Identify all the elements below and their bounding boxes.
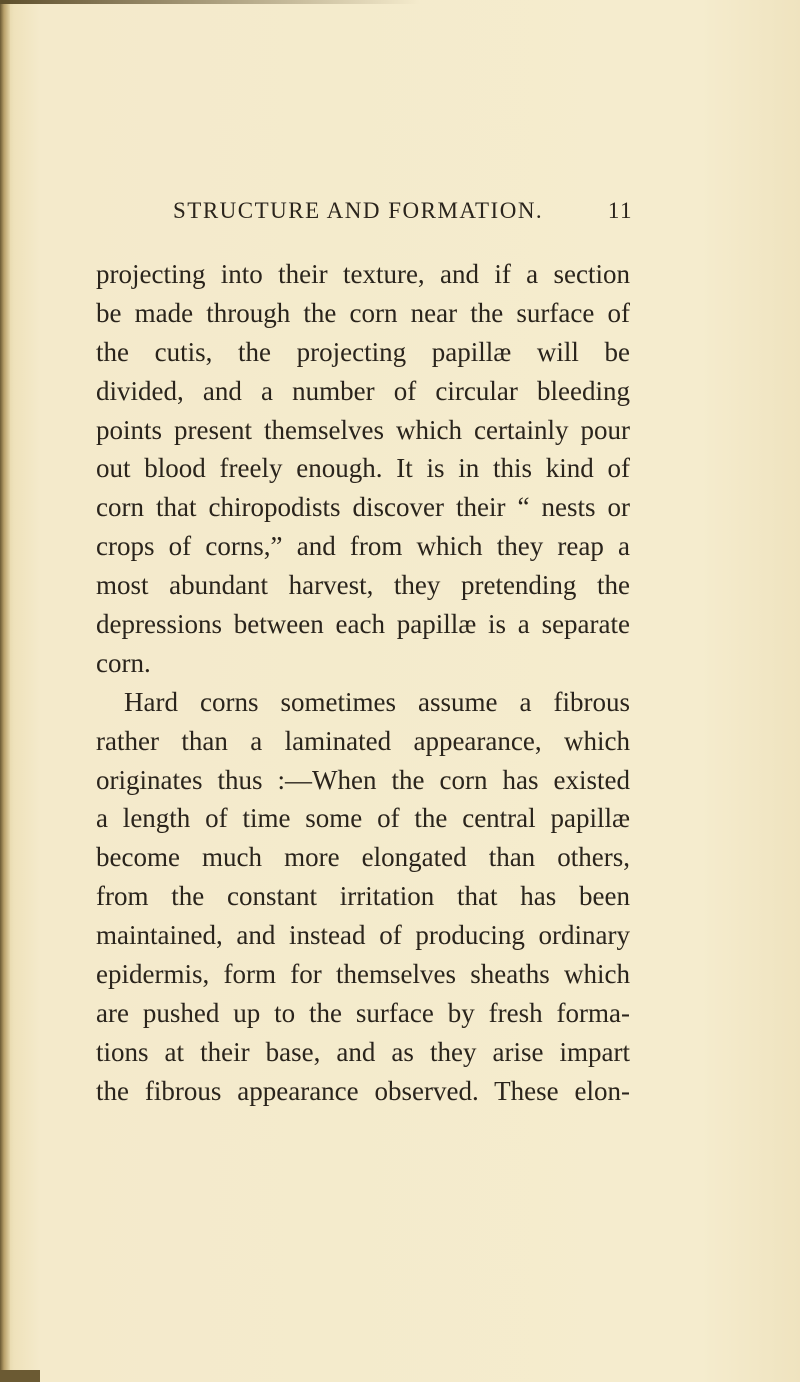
page-binding-edge [0, 0, 10, 1382]
text-line: be made through the corn near the surface of [96, 297, 630, 328]
text-line: originates thus :—When the corn has existed [96, 764, 630, 795]
text-line: corn. [96, 647, 151, 678]
text-line: out blood freely enough. It is in this kind of [96, 453, 630, 484]
text-line: from the constant irritation that has been [96, 881, 630, 912]
paragraph-first-line: Hard corns sometimes assume a fibrous [124, 686, 630, 717]
page-top-shadow [0, 0, 420, 4]
running-head-title: STRUCTURE AND FORMATION. [173, 198, 544, 223]
running-head [173, 198, 633, 224]
text-line: rather than a laminated appearance, which [96, 725, 630, 756]
page-number: 11 [607, 198, 633, 223]
text-line: depressions between each papillæ is a separate [96, 609, 630, 640]
text-line: most abundant harvest, they pretending the [96, 570, 630, 601]
page-corner-shadow [0, 1370, 40, 1382]
text-line: become much more elongated than others, [96, 842, 630, 873]
text-line: maintained, and instead of producing ordinary [96, 920, 630, 951]
text-line: a length of time some of the central papillæ [96, 803, 630, 834]
text-line: epidermis, form for themselves sheaths which [96, 959, 630, 990]
text-line: the cutis, the projecting papillæ will be [96, 336, 630, 367]
text-line: are pushed up to the surface by fresh forma- [96, 997, 630, 1028]
text-line: points present themselves which certainly pour [96, 414, 630, 445]
text-line: crops of corns,” and from which they reap a [96, 531, 630, 562]
text-line: divided, and a number of circular bleeding [96, 375, 630, 406]
text-line: tions at their base, and as they arise impart [96, 1036, 630, 1067]
text-line: projecting into their texture, and if a section [96, 259, 630, 289]
text-line: the fibrous appearance observed. These elon- [96, 1075, 630, 1106]
text-line: corn that chiropodists discover their “ nests or [96, 492, 630, 523]
body-text [96, 255, 630, 1111]
